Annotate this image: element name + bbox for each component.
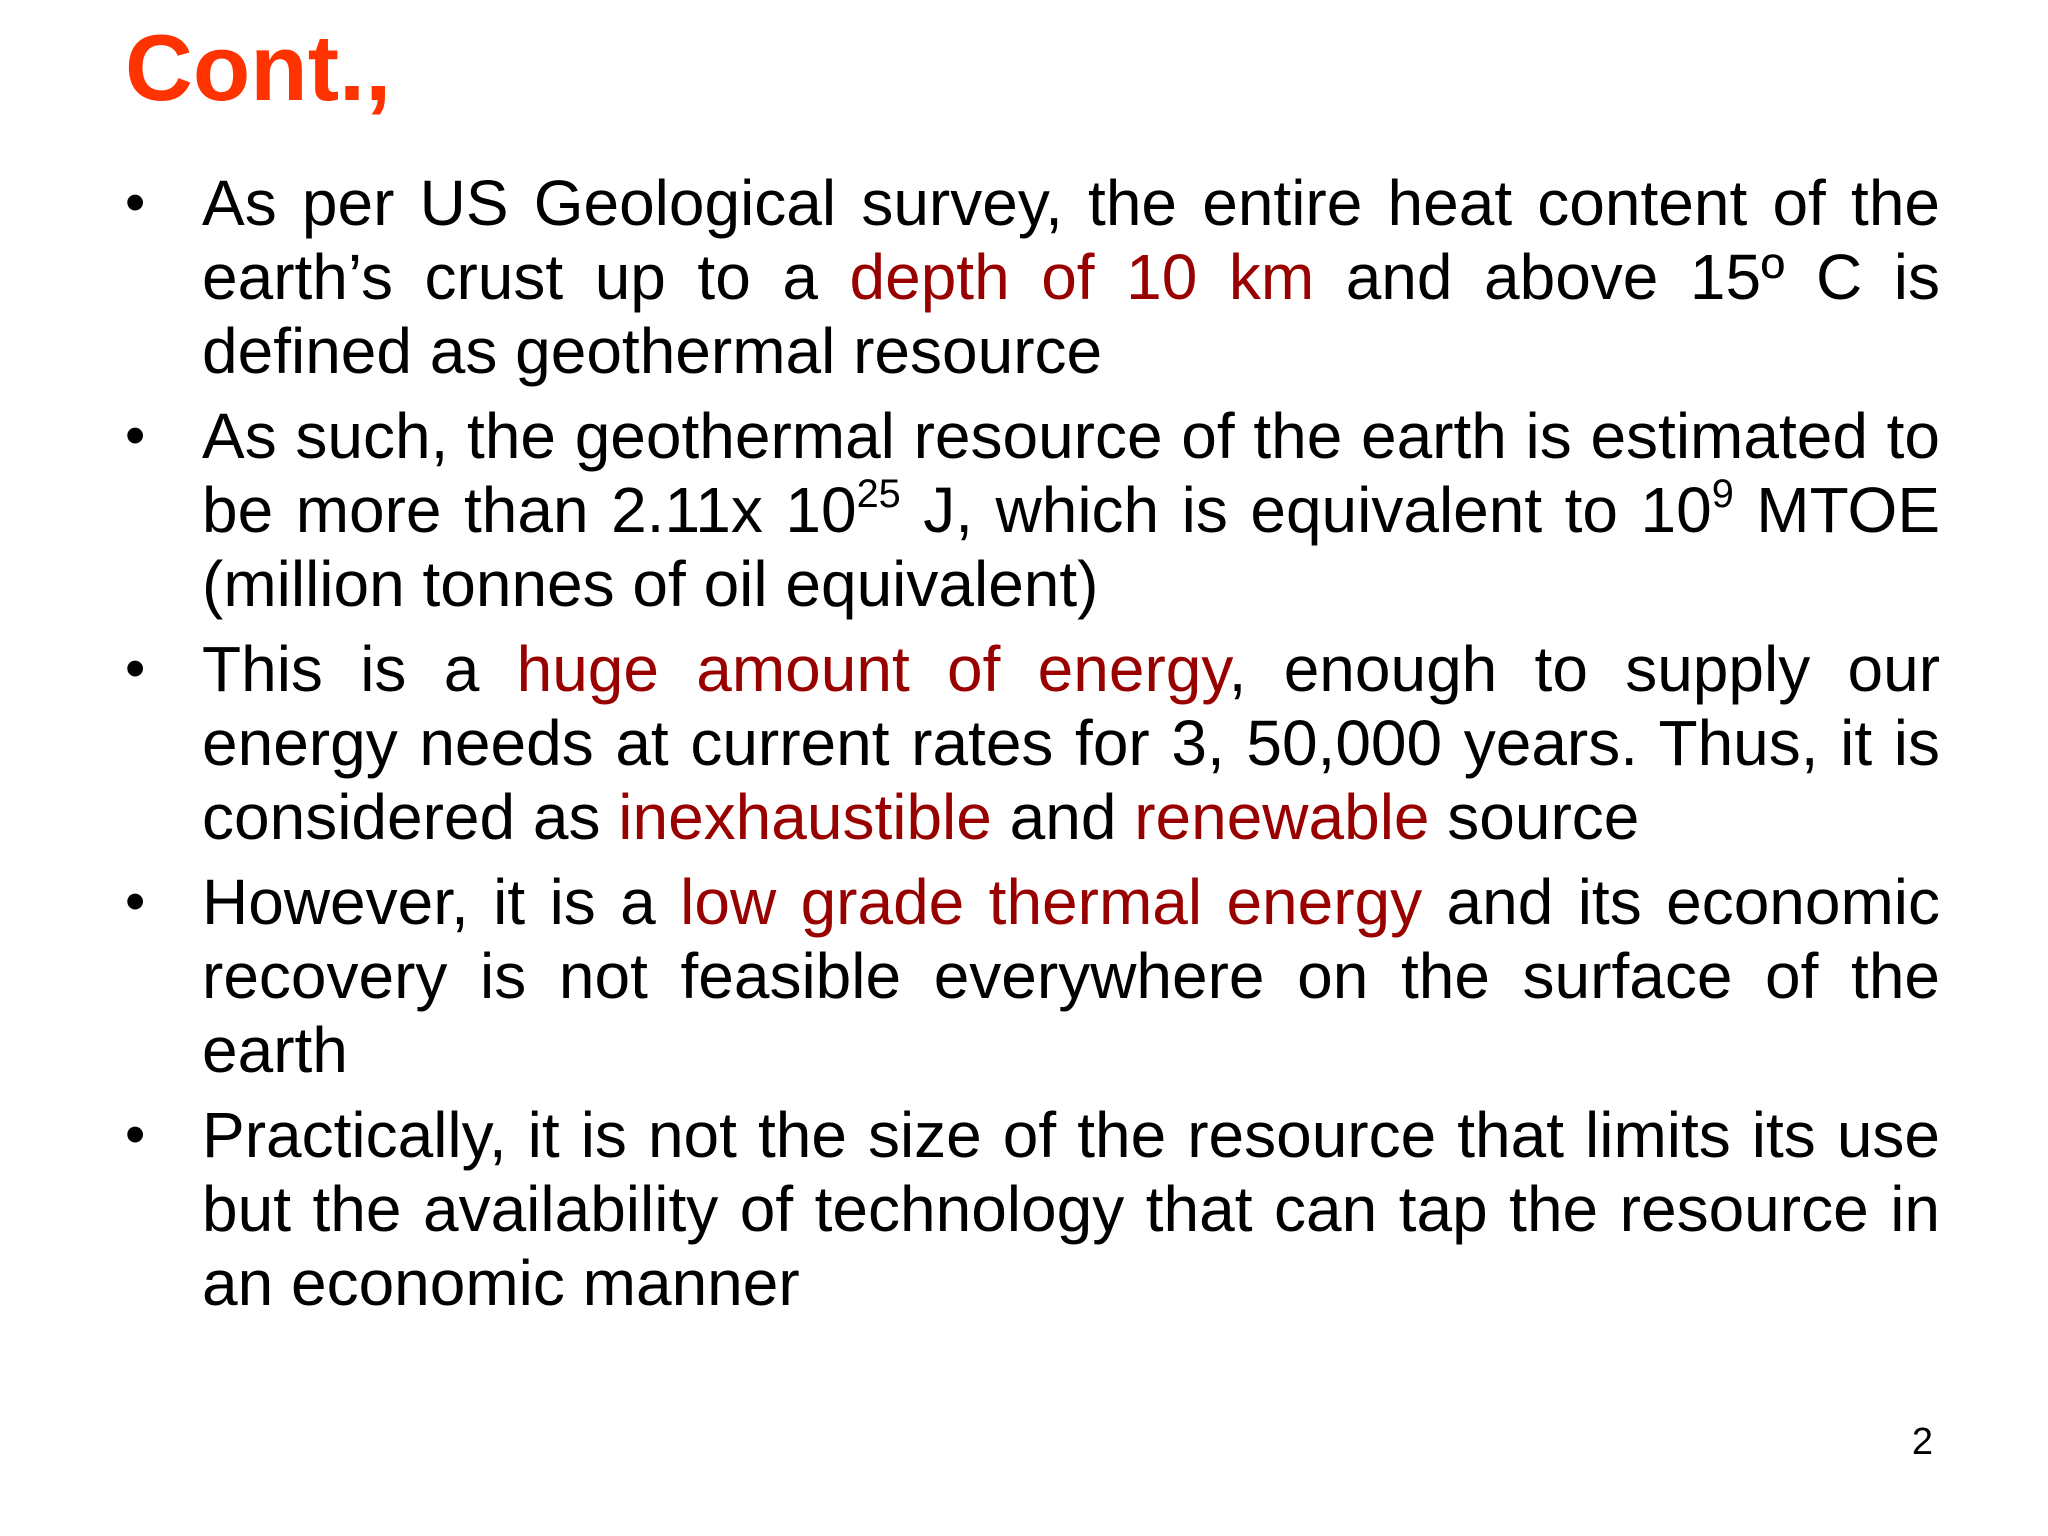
highlighted-phrase: low grade thermal energy xyxy=(680,866,1423,938)
bullet-text xyxy=(202,166,1940,388)
superscript-exponent: 9 xyxy=(1711,471,1734,516)
bullet-list xyxy=(0,166,2048,1331)
bullet-text xyxy=(202,399,1940,621)
bullet-dot: • xyxy=(125,1102,146,1167)
text-segment: and above 15º C is defined as geothermal resource xyxy=(202,241,1941,387)
bullet-dot: • xyxy=(125,170,146,235)
bullet-dot: • xyxy=(125,869,146,934)
bullet-item xyxy=(0,166,2048,388)
bullet-text xyxy=(202,865,1940,1087)
text-segment: source xyxy=(1429,781,1640,853)
bullet-dot: • xyxy=(125,403,146,468)
bullet-text xyxy=(202,632,1940,854)
text-segment: Practically, it is not the size of the resource that limits its use but the availability of technology that can tap the resource in an economic manner xyxy=(202,1099,1940,1319)
bullet-item xyxy=(0,399,2048,621)
slide-title: Cont., xyxy=(125,15,392,120)
bullet-item xyxy=(0,1098,2048,1320)
text-segment: and xyxy=(991,781,1135,853)
text-segment: As such, the geothermal resource of the earth is estimated to be more than 2.11x 10 xyxy=(202,400,1940,546)
highlighted-phrase: depth of 10 km xyxy=(849,241,1315,313)
text-segment: As per US Geological survey, the entire heat content of the earth’s crust up to a xyxy=(202,167,1940,313)
highlighted-phrase: huge amount of energy xyxy=(516,633,1229,705)
page-number: 2 xyxy=(1911,1421,1933,1463)
bullet-item xyxy=(0,865,2048,1087)
text-segment: This is a xyxy=(202,633,517,705)
highlighted-phrase: inexhaustible xyxy=(618,781,992,853)
text-segment: However, it is a xyxy=(202,866,681,938)
bullet-dot: • xyxy=(125,636,146,701)
text-segment: and its economic recovery is not feasible everywhere on the surface of the earth xyxy=(202,866,1940,1086)
bullet-text xyxy=(202,1098,1940,1320)
highlighted-phrase: renewable xyxy=(1134,781,1430,853)
text-segment: J, which is equivalent to 10 xyxy=(900,474,1712,546)
bullet-item xyxy=(0,632,2048,854)
superscript-exponent: 25 xyxy=(856,471,901,516)
text-segment: , enough to supply our energy needs at current rates for 3, 50,000 years. Thus, it is considered as xyxy=(202,633,1941,853)
text-segment: MTOE (million tonnes of oil equivalent) xyxy=(202,474,1941,620)
